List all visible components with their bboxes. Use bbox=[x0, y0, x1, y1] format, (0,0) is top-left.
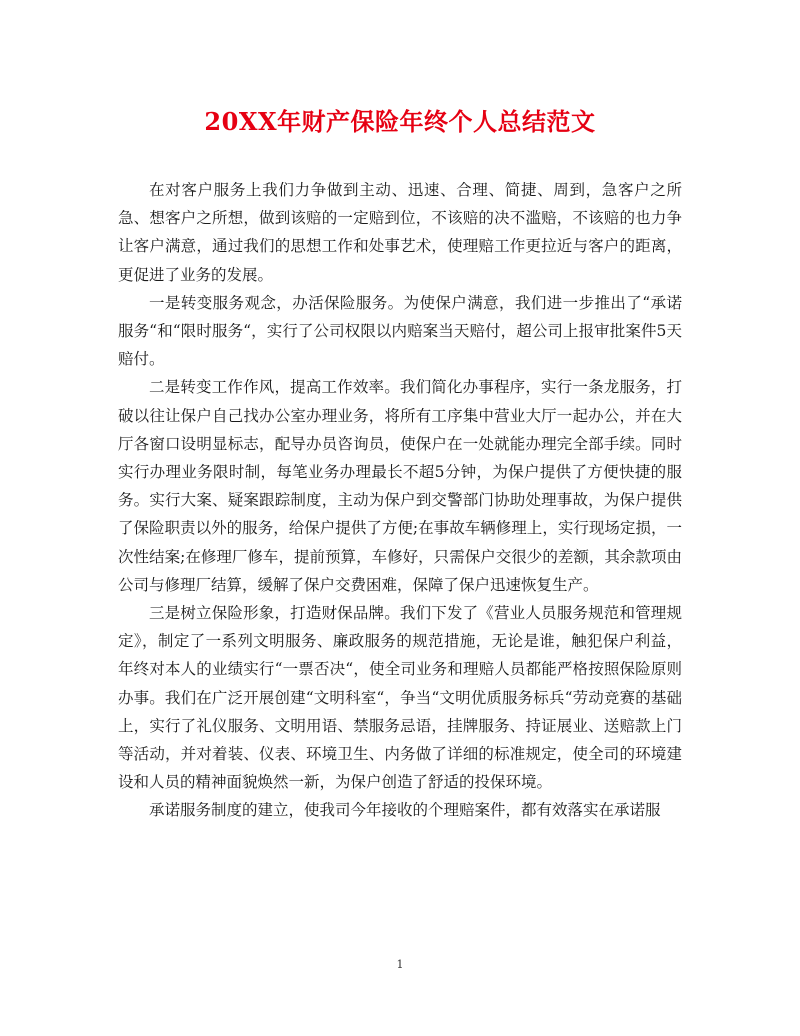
document-title: 20XX年财产保险年终个人总结范文 bbox=[204, 107, 596, 136]
paragraph-service-concept: 一是转变服务观念，办活保险服务。为使保户满意，我们进一步推出了“承诺服务“和“限时服务“，实行了公司权限以内赔案当天赔付，超公司上报审批案件5天赔付。 bbox=[118, 293, 682, 369]
document-body bbox=[118, 176, 682, 825]
paragraph-commitment: 承诺服务制度的建立，使我司今年接收的个理赔案件，都有效落实在承诺服 bbox=[149, 801, 661, 820]
paragraph-work-style: 二是转变工作作风，提高工作效率。我们简化办事程序，实行一条龙服务，打破以往让保户自己找办公室办理业务，将所有工序集中营业大厅一起办公，并在大厅各窗口设明显标志，配导办员咨询员，使保户在一处就能办理完全部手续。同时实行办理业务限时制，每笔业务办理最长不超5分钟，为保户提供了方便快捷的服务。实行大案、疑案跟踪制度，主动为保户到交警部门协助处理事故，为保户提供了保险职责以外的服务，给保户提供了方便;在事故车辆修理上，实行现场定损，一次性结案;在修理厂修车，提前预算，车修好，只需保户交很少的差额，其余款项由公司与修理厂结算，缓解了保户交费困难，保障了保户迅速恢复生产。 bbox=[118, 378, 682, 594]
paragraph-brand-image: 三是树立保险形象，打造财保品牌。我们下发了《营业人员服务规范和管理规定》，制定了一系列文明服务、廉政服务的规范措施，无论是谁，触犯保户利益，年终对本人的业绩实行“一票否决“，使全司业务和理赔人员都能严格按照保险原则办事。我们在广泛开展创建“文明科室“，争当“文明优质服务标兵“劳动竞赛的基础上，实行了礼仪服务、文明用语、禁服务忌语，挂牌服务、持证展业、送赔款上门等活动，并对着装、仪表、环境卫生、内务做了详细的标准规定，使全司的环境建设和人员的精神面貌焕然一新，为保户创造了舒适的投保环境。 bbox=[118, 604, 682, 792]
page-number: 1 bbox=[396, 958, 404, 971]
paragraph-intro: 在对客户服务上我们力争做到主动、迅速、合理、简捷、周到，急客户之所急、想客户之所想，做到该赔的一定赔到位，不该赔的决不滥赔，不该赔的也力争让客户满意，通过我们的思想工作和处事艺术，使理赔工作更拉近与客户的距离，更促进了业务的发展。 bbox=[118, 181, 682, 284]
